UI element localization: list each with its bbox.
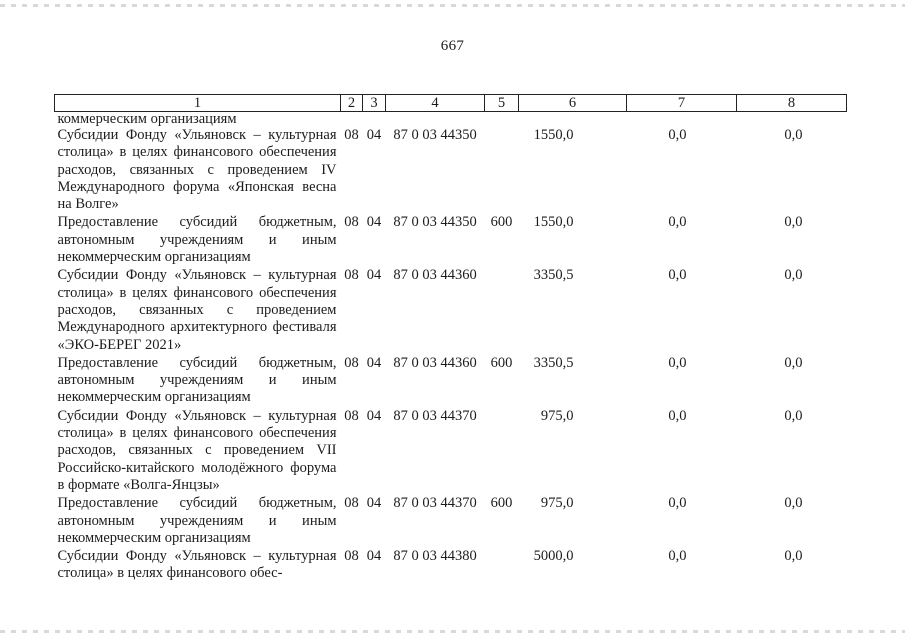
target-article-code: 87 0 03 44380: [393, 548, 477, 565]
target-article-code: 87 0 03 44370: [393, 407, 477, 424]
amount-column-7: 0,0: [668, 407, 687, 424]
table-row: [55, 213, 847, 266]
subsection-code: 04: [366, 127, 382, 143]
continuation-text: коммерческим организациям: [57, 111, 237, 127]
amount-column-8: 0,0: [784, 214, 803, 231]
row-description: Субсидии Фонду «Ульяновск – культурная столица» в целях финансового обеспечения расходов, связанных с проведением IV Международного форума «Японская весна на Волге»: [57, 127, 337, 213]
table-row: [55, 547, 847, 583]
column-header-5: 5: [485, 95, 519, 112]
section-code: 08: [344, 495, 359, 512]
page-number: 667: [440, 38, 465, 54]
target-article-code: 87 0 03 44350: [393, 127, 477, 143]
amount-column-7: 0,0: [668, 354, 687, 371]
amount-column-7: 0,0: [668, 127, 687, 143]
column-header-1: 1: [55, 95, 341, 112]
amount-column-7: 0,0: [668, 267, 687, 284]
amount-column-8: 0,0: [784, 127, 803, 143]
expense-type-code: [485, 266, 519, 353]
section-code: 08: [344, 407, 359, 424]
section-code: 08: [344, 354, 359, 371]
expense-type-code: [485, 126, 519, 213]
target-article-code: 87 0 03 44370: [393, 495, 477, 512]
amount-column-6: 3350,5: [533, 354, 574, 371]
section-code: 08: [344, 214, 359, 231]
column-header-6: 6: [519, 95, 627, 112]
continuation-row: [55, 112, 847, 127]
column-header-4: 4: [386, 95, 485, 112]
subsection-code: 04: [366, 267, 382, 284]
budget-table: [54, 94, 847, 583]
amount-column-7: 0,0: [668, 495, 687, 512]
scan-edge-top: [0, 4, 905, 7]
subsection-code: 04: [366, 214, 382, 231]
subsection-code: 04: [366, 354, 382, 371]
scan-edge-bottom: [0, 630, 905, 633]
column-header-2: 2: [341, 95, 363, 112]
amount-column-6: 5000,0: [533, 548, 574, 565]
expense-type-code: [485, 407, 519, 494]
amount-column-7: 0,0: [668, 548, 687, 565]
target-article-code: 87 0 03 44350: [393, 214, 477, 231]
subsection-code: 04: [366, 548, 382, 565]
amount-column-8: 0,0: [784, 548, 803, 565]
row-description: Предоставление субсидий бюджетным, автономным учреждениям и иным некоммерческим организациям: [57, 495, 337, 546]
expense-type-code: 600: [490, 214, 513, 231]
table-row: [55, 407, 847, 494]
column-header-8: 8: [737, 95, 847, 112]
table-row: [55, 266, 847, 353]
amount-column-6: 1550,0: [533, 127, 574, 143]
target-article-code: 87 0 03 44360: [393, 354, 477, 371]
row-description: Предоставление субсидий бюджетным, автономным учреждениям и иным некоммерческим организациям: [57, 354, 337, 406]
row-description: Субсидии Фонду «Ульяновск – культурная столица» в целях финансового обеспечения расходов, связанных с проведением VII Российско-китайского молодёжного форума в формате «Волга-Янцзы»: [57, 407, 337, 493]
expense-type-code: 600: [490, 495, 513, 512]
column-header-7: 7: [627, 95, 737, 112]
section-code: 08: [344, 267, 359, 284]
expense-type-code: 600: [490, 354, 513, 371]
amount-column-6: 975,0: [540, 407, 574, 424]
row-description: Предоставление субсидий бюджетным, автономным учреждениям и иным некоммерческим организациям: [57, 214, 337, 266]
table-row: [55, 354, 847, 407]
table-row: [55, 126, 847, 213]
amount-column-8: 0,0: [784, 267, 803, 284]
table-row: [55, 494, 847, 547]
column-header-row: [55, 95, 847, 112]
amount-column-6: 3350,5: [533, 267, 574, 284]
column-header-3: 3: [363, 95, 386, 112]
amount-column-8: 0,0: [784, 407, 803, 424]
subsection-code: 04: [366, 495, 382, 512]
amount-column-8: 0,0: [784, 495, 803, 512]
section-code: 08: [344, 548, 359, 565]
amount-column-6: 975,0: [540, 495, 574, 512]
row-description: Субсидии Фонду «Ульяновск – культурная столица» в целях финансового обеспечения расходов, связанных с проведением Международного архитектурного фестиваля «ЭКО-БЕРЕГ 2021»: [57, 267, 337, 353]
amount-column-8: 0,0: [784, 354, 803, 371]
row-description: Субсидии Фонду «Ульяновск – культурная столица» в целях финансового обес-: [57, 548, 337, 582]
section-code: 08: [344, 127, 359, 143]
expense-type-code: [485, 547, 519, 583]
subsection-code: 04: [366, 407, 382, 424]
amount-column-7: 0,0: [668, 214, 687, 231]
target-article-code: 87 0 03 44360: [393, 267, 477, 284]
amount-column-6: 1550,0: [533, 214, 574, 231]
